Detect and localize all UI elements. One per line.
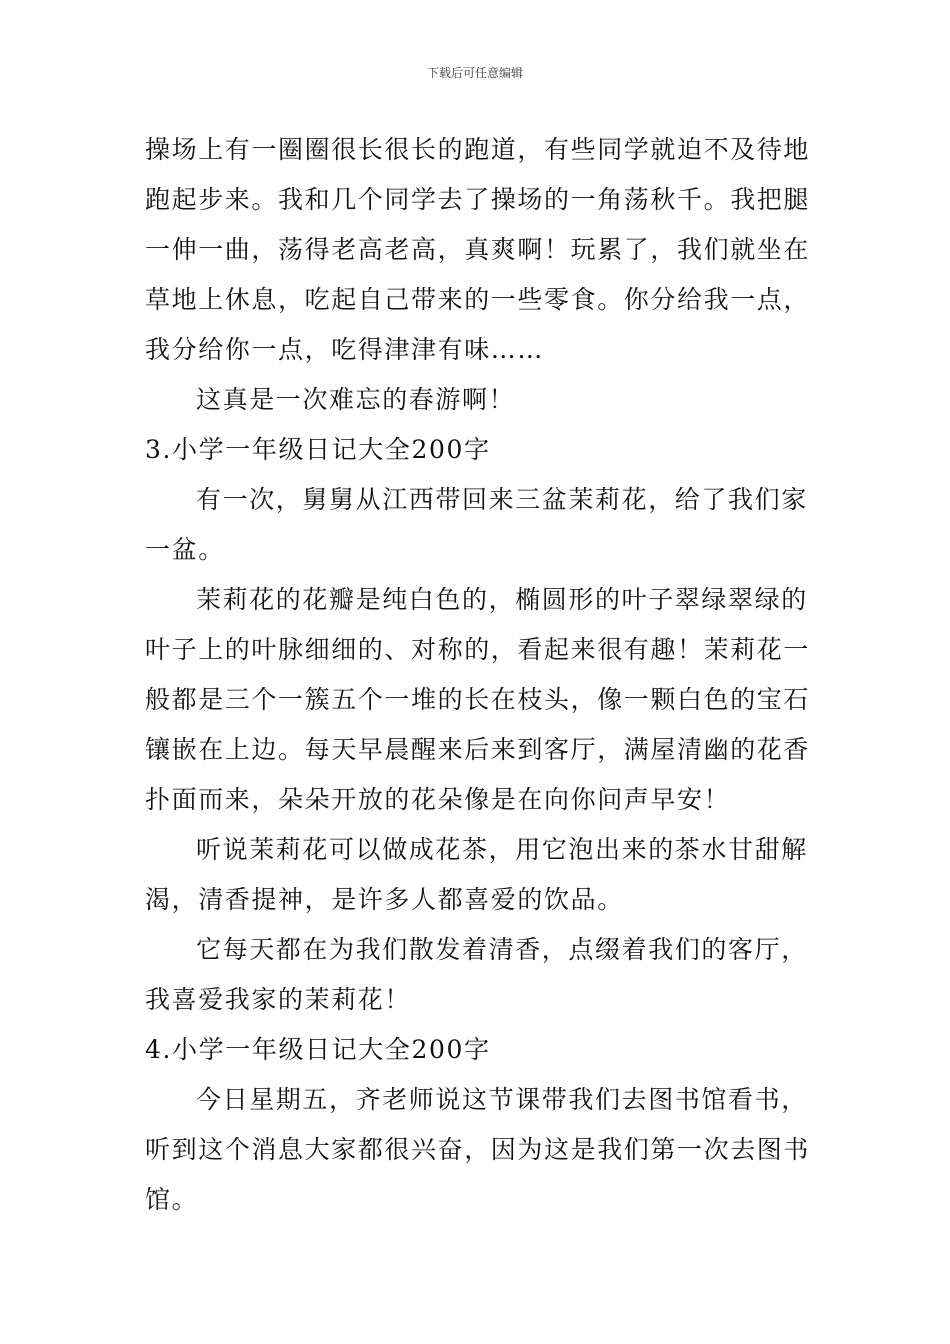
text-line: 扑面而来，朵朵开放的花朵像是在向你问声早安！ — [145, 785, 731, 814]
text-line: 操场上有一圈圈很长很长的跑道，有些同学就迫不及待地 — [145, 135, 811, 164]
section-heading: 4.小学一年级日记大全200字 — [145, 1035, 491, 1064]
text-line: 今日星期五，齐老师说这节课带我们去图书馆看书， — [196, 1085, 808, 1114]
text-line: 一伸一曲，荡得老高老高，真爽啊！玩累了，我们就坐在 — [145, 235, 811, 264]
section-heading: 3.小学一年级日记大全200字 — [145, 435, 491, 464]
text-line: 它每天都在为我们散发着清香，点缀着我们的客厅， — [196, 935, 808, 964]
text-line: 渴，清香提神，是许多人都喜爱的饮品。 — [145, 885, 624, 914]
text-line: 叶子上的叶脉细细的、对称的，看起来很有趣！茉莉花一 — [145, 635, 811, 664]
text-line: 草地上休息，吃起自己带来的一些零食。你分给我一点， — [145, 285, 811, 314]
text-line: 这真是一次难忘的春游啊！ — [196, 385, 516, 414]
text-line: 我分给你一点，吃得津津有味…… — [145, 335, 545, 364]
text-line: 镶嵌在上边。每天早晨醒来后来到客厅，满屋清幽的花香 — [145, 735, 811, 764]
text-line: 般都是三个一簇五个一堆的长在枝头，像一颗白色的宝石 — [145, 685, 811, 714]
text-line: 一盆。 — [145, 535, 225, 564]
text-line: 跑起步来。我和几个同学去了操场的一角荡秋千。我把腿 — [145, 185, 811, 214]
text-line: 有一次，舅舅从江西带回来三盆茉莉花，给了我们家 — [196, 485, 808, 514]
text-line: 听到这个消息大家都很兴奋，因为这是我们第一次去图书 — [145, 1135, 811, 1164]
page-header: 下载后可任意编辑 — [426, 66, 523, 80]
text-line: 馆。 — [145, 1185, 199, 1214]
text-line: 茉莉花的花瓣是纯白色的，椭圆形的叶子翠绿翠绿的 — [196, 585, 808, 614]
text-line: 我喜爱我家的茉莉花！ — [145, 985, 412, 1014]
text-line: 听说茉莉花可以做成花茶，用它泡出来的茶水甘甜解 — [196, 835, 808, 864]
